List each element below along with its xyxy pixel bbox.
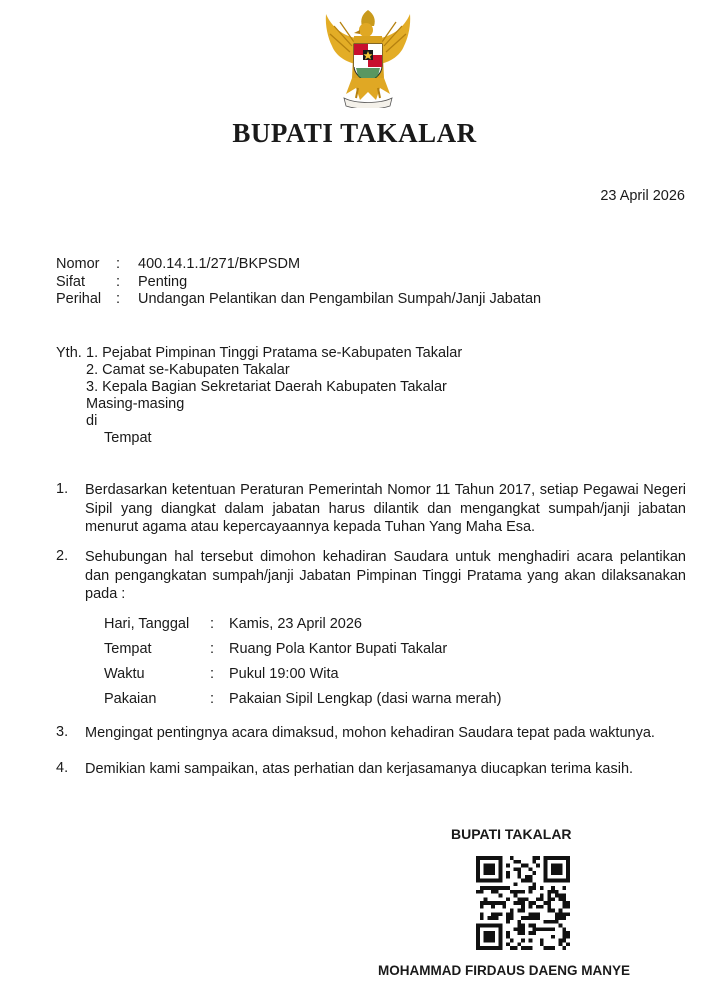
event-details [104, 611, 501, 711]
paragraph-1 [56, 481, 686, 537]
meta-value: 400.14.1.1/271/BKPSDM [138, 256, 301, 272]
signature-title: BUPATI TAKALAR [451, 826, 572, 842]
letter-date: 23 April 2026 [600, 188, 685, 204]
meta-value: Undangan Pelantikan dan Pengambilan Sumpah/Janji Jabatan [138, 291, 542, 307]
paragraph-number: 3. [56, 724, 69, 740]
detail-separator: : [210, 690, 215, 707]
paragraph-text: Demikian kami sampaikan, atas perhatian dan kerjasamanya diucapkan terima kasih. [85, 761, 634, 777]
meta-label: Sifat [56, 273, 86, 290]
meta-value: Penting [138, 273, 188, 290]
meta-separator: : [116, 291, 121, 307]
garuda-emblem-icon [316, 8, 420, 108]
detail-label: Hari, Tanggal [104, 615, 190, 632]
detail-label: Tempat [104, 640, 152, 657]
detail-value: Ruang Pola Kantor Bupati Takalar [229, 640, 448, 657]
qr-code-icon [476, 856, 570, 950]
meta-row-sifat [56, 274, 541, 292]
recipient-item: 3. Kepala Bagian Sekretariat Daerah Kabupaten Takalar [86, 379, 447, 395]
recipient-di: di [86, 413, 98, 429]
letterhead-title: BUPATI TAKALAR [232, 118, 477, 148]
paragraph-4 [56, 760, 686, 779]
recipient-tempat: Tempat [104, 430, 152, 446]
meta-separator: : [116, 256, 121, 272]
detail-value: Pakaian Sipil Lengkap (dasi warna merah) [229, 690, 502, 707]
letter-meta [56, 256, 541, 309]
paragraph-text: Berdasarkan ketentuan Peraturan Pemerintah Nomor 11 Tahun 2017, setiap Pegawai Negeri Sipil yang diangkat dalam jabatan harus dilantik dan mengangkat sumpah/janji jabatan menurut agama atau kepercayaannya kepada Tuhan Yang Maha Esa. [85, 482, 686, 535]
meta-label: Perihal [56, 291, 102, 307]
paragraph-2 [56, 548, 686, 604]
detail-separator: : [210, 665, 215, 682]
signatory-name: MOHAMMAD FIRDAUS DAENG MANYE [378, 963, 630, 978]
detail-row-place [104, 636, 501, 661]
detail-separator: : [210, 640, 215, 657]
detail-separator: : [210, 615, 215, 632]
meta-label: Nomor [56, 256, 100, 272]
paragraph-number: 4. [56, 760, 69, 776]
meta-separator: : [116, 273, 121, 290]
paragraph-text: Mengingat pentingnya acara dimaksud, mohon kehadiran Saudara tepat pada waktunya. [85, 725, 655, 741]
detail-label: Pakaian [104, 690, 157, 707]
paragraph-3 [56, 724, 686, 743]
recipient-item: 1. Pejabat Pimpinan Tinggi Pratama se-Kabupaten Takalar [86, 345, 463, 361]
meta-row-perihal [56, 291, 541, 309]
paragraph-number: 2. [56, 548, 69, 564]
detail-label: Waktu [104, 665, 145, 682]
detail-row-date [104, 611, 501, 636]
paragraph-text: Sehubungan hal tersebut dimohon kehadiran Saudara untuk menghadiri acara pelantikan dan pengangkatan sumpah/janji Jabatan Pimpinan Tinggi Pratama yang akan dilaksanakan pada : [85, 549, 686, 602]
recipient-prefix: Yth. [56, 345, 82, 361]
recipient-masing: Masing-masing [86, 396, 185, 412]
detail-value: Kamis, 23 April 2026 [229, 615, 362, 632]
detail-row-time [104, 661, 501, 686]
detail-row-attire [104, 686, 501, 711]
recipient-item: 2. Camat se-Kabupaten Takalar [86, 362, 290, 378]
detail-value: Pukul 19:00 Wita [229, 665, 339, 682]
meta-row-nomor [56, 256, 541, 274]
paragraph-number: 1. [56, 481, 69, 497]
